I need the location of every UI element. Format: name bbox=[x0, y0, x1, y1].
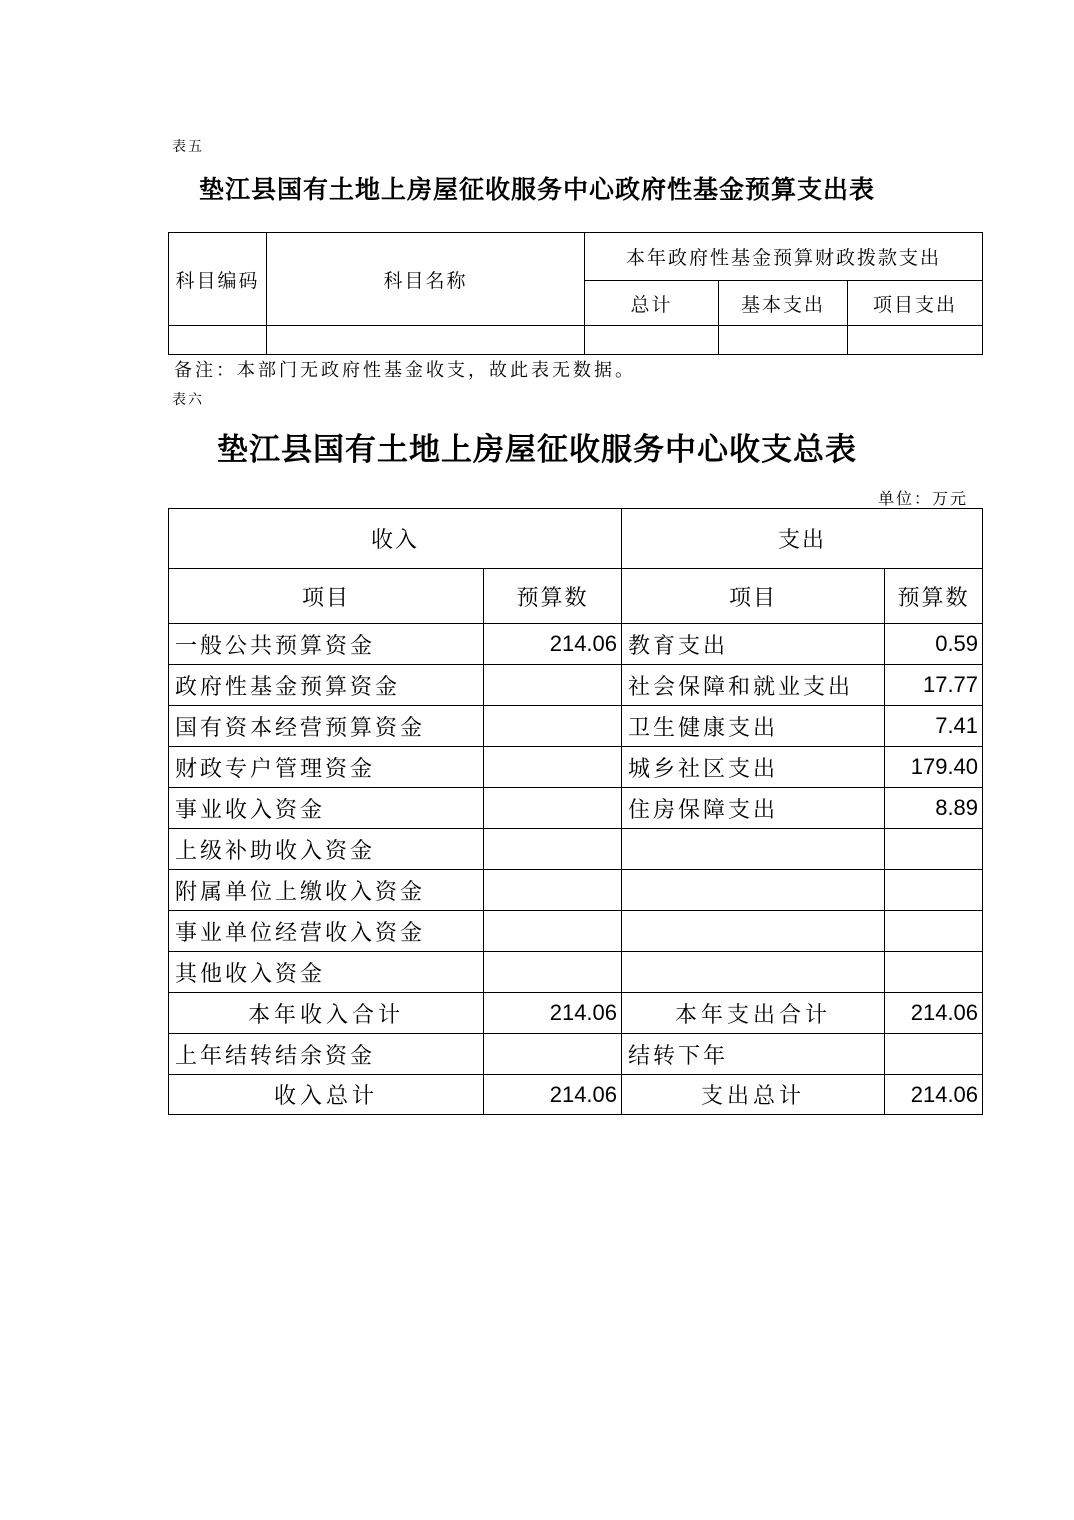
carryover-in-label: 上年结转结余资金 bbox=[169, 1034, 484, 1075]
income-item: 附属单位上缴收入资金 bbox=[169, 870, 484, 911]
unit-label: 单位：万元 bbox=[878, 489, 969, 508]
expense-item: 社会保障和就业支出 bbox=[622, 665, 885, 706]
expense-value: 179.40 bbox=[885, 747, 983, 788]
table-row bbox=[169, 911, 983, 952]
expense-item bbox=[622, 952, 885, 993]
expense-header: 支出 bbox=[622, 509, 983, 569]
income-item: 上级补助收入资金 bbox=[169, 829, 484, 870]
income-value bbox=[484, 747, 622, 788]
table-row bbox=[169, 706, 983, 747]
expense-value: 8.89 bbox=[885, 788, 983, 829]
expense-value: 7.41 bbox=[885, 706, 983, 747]
table-cell bbox=[719, 326, 848, 355]
expense-value bbox=[885, 952, 983, 993]
income-value bbox=[484, 829, 622, 870]
table-cell bbox=[848, 326, 983, 355]
table-cell bbox=[169, 326, 267, 355]
header-name: 科目名称 bbox=[267, 233, 585, 326]
carryover-out-label: 结转下年 bbox=[622, 1034, 885, 1075]
expense-item bbox=[622, 870, 885, 911]
expense-value bbox=[885, 829, 983, 870]
income-value bbox=[484, 706, 622, 747]
expense-grand-label: 支出总计 bbox=[622, 1075, 885, 1115]
table-cell bbox=[267, 326, 585, 355]
expense-value bbox=[885, 911, 983, 952]
table5-label: 表五 bbox=[172, 139, 204, 155]
income-header: 收入 bbox=[169, 509, 622, 569]
year-income-total: 214.06 bbox=[484, 993, 622, 1034]
carryover-in-value bbox=[484, 1034, 622, 1075]
income-item: 其他收入资金 bbox=[169, 952, 484, 993]
expense-item-header: 项目 bbox=[622, 569, 885, 624]
income-grand: 214.06 bbox=[484, 1075, 622, 1115]
table6-label: 表六 bbox=[172, 392, 204, 408]
carryover-row bbox=[169, 1034, 983, 1075]
income-value bbox=[484, 952, 622, 993]
income-value bbox=[484, 788, 622, 829]
income-budget-header: 预算数 bbox=[484, 569, 622, 624]
header-group: 本年政府性基金预算财政拨款支出 bbox=[585, 233, 983, 281]
expense-item bbox=[622, 829, 885, 870]
grand-total-row bbox=[169, 1075, 983, 1115]
expense-budget-header: 预算数 bbox=[885, 569, 983, 624]
income-item: 事业单位经营收入资金 bbox=[169, 911, 484, 952]
income-item: 事业收入资金 bbox=[169, 788, 484, 829]
expense-value: 0.59 bbox=[885, 624, 983, 665]
header-total: 总计 bbox=[585, 281, 719, 326]
year-expense-total-label: 本年支出合计 bbox=[622, 993, 885, 1034]
table-row bbox=[169, 870, 983, 911]
table-row bbox=[169, 952, 983, 993]
table-cell bbox=[585, 326, 719, 355]
income-item: 财政专户管理资金 bbox=[169, 747, 484, 788]
table-row bbox=[169, 624, 983, 665]
expense-item: 住房保障支出 bbox=[622, 788, 885, 829]
header-basic: 基本支出 bbox=[719, 281, 848, 326]
expense-item: 卫生健康支出 bbox=[622, 706, 885, 747]
table5 bbox=[168, 232, 983, 355]
expense-value bbox=[885, 870, 983, 911]
header-project: 项目支出 bbox=[848, 281, 983, 326]
table-row bbox=[169, 665, 983, 706]
table-row bbox=[169, 747, 983, 788]
table6 bbox=[168, 508, 983, 1115]
table-row bbox=[169, 829, 983, 870]
income-value bbox=[484, 665, 622, 706]
income-grand-label: 收入总计 bbox=[169, 1075, 484, 1115]
income-item-header: 项目 bbox=[169, 569, 484, 624]
year-total-row bbox=[169, 993, 983, 1034]
carryover-out-value bbox=[885, 1034, 983, 1075]
income-item: 国有资本经营预算资金 bbox=[169, 706, 484, 747]
expense-value: 17.77 bbox=[885, 665, 983, 706]
income-item: 政府性基金预算资金 bbox=[169, 665, 484, 706]
year-income-total-label: 本年收入合计 bbox=[169, 993, 484, 1034]
income-value bbox=[484, 870, 622, 911]
table5-note: 备注：本部门无政府性基金收支，故此表无数据。 bbox=[174, 360, 636, 381]
table-row bbox=[169, 326, 983, 355]
table-row bbox=[169, 788, 983, 829]
year-expense-total: 214.06 bbox=[885, 993, 983, 1034]
income-value: 214.06 bbox=[484, 624, 622, 665]
table5-title: 垫江县国有土地上房屋征收服务中心政府性基金预算支出表 bbox=[198, 175, 875, 204]
header-code: 科目编码 bbox=[169, 233, 267, 326]
table6-title: 垫江县国有土地上房屋征收服务中心收支总表 bbox=[217, 432, 857, 468]
expense-item: 教育支出 bbox=[622, 624, 885, 665]
expense-item: 城乡社区支出 bbox=[622, 747, 885, 788]
expense-grand: 214.06 bbox=[885, 1075, 983, 1115]
income-value bbox=[484, 911, 622, 952]
income-item: 一般公共预算资金 bbox=[169, 624, 484, 665]
expense-item bbox=[622, 911, 885, 952]
